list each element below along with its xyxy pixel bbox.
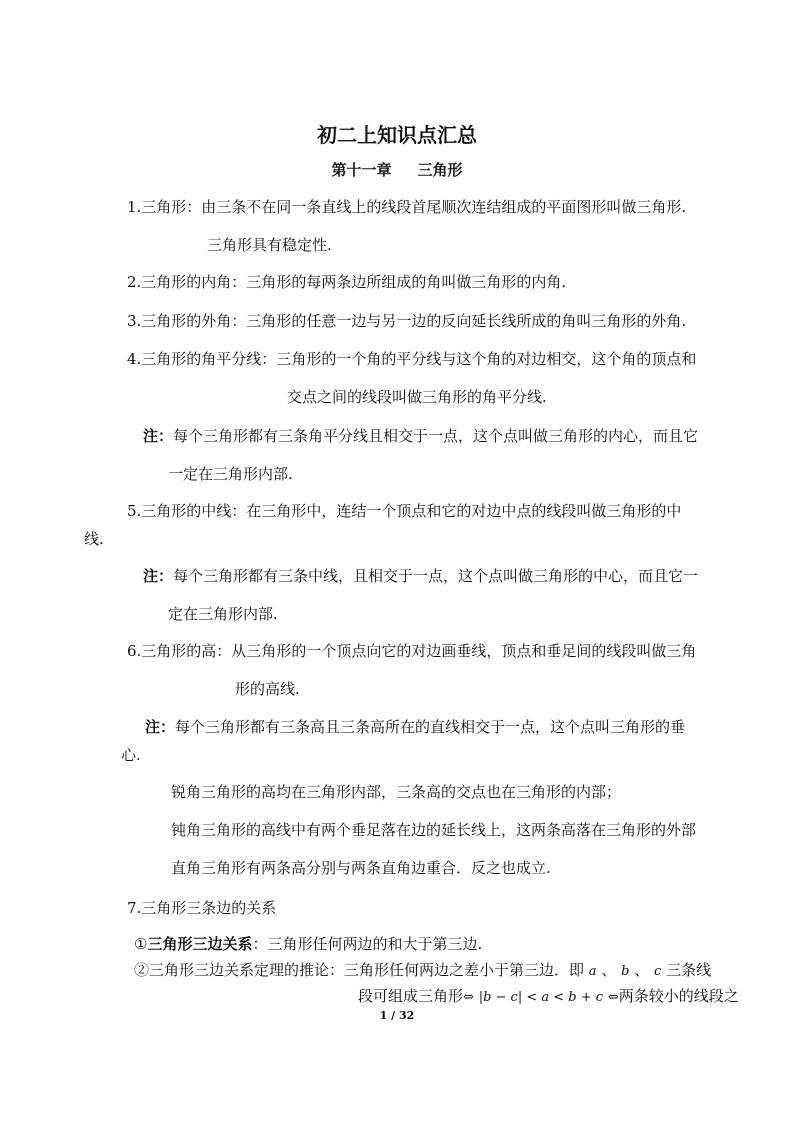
note-3-line-2: 心. — [121, 746, 141, 764]
right-triangle-note: 直角三角形有两条高分别与两条直角边重合．反之也成立. — [171, 859, 551, 877]
note-2-line-2: 定在三角形内部. — [168, 605, 278, 623]
item-5-line-1: 5.三角形的中线：在三角形中，连结一个顶点和它的对边中点的线段叫做三角形的中 — [127, 502, 682, 520]
acute-triangle-note: 锐角三角形的高均在三角形内部，三条高的交点也在三角形的内部； — [171, 783, 622, 801]
iff-symbol: ⇔ — [463, 990, 474, 1005]
relation-2-end: 三条线 — [666, 961, 712, 979]
note-2-line-1 — [143, 566, 698, 586]
page-number: 1 / 32 — [379, 1009, 415, 1022]
item-1-line-1: 1.三角形：由三条不在同一条直线上的线段首尾顺次连结组成的平面图形叫做三角形. — [127, 198, 687, 216]
var-c: c — [654, 964, 662, 979]
relation-2-text: ②三角形三边关系定理的推论：三角形任何两边之差小于第三边．即 — [134, 961, 585, 979]
separator: 、 — [601, 961, 617, 979]
relation-2-line-2 — [358, 986, 739, 1008]
note-text: 每个三角形都有三条高且三条高所在的直线相交于一点，这个点叫三角形的垂 — [175, 718, 686, 736]
chapter-number: 第十一章 — [331, 161, 392, 179]
relation-1 — [134, 934, 482, 954]
item-4-line-1: 4.三角形的角平分线：三角形的一个角的平分线与这个角的对边相交，这个角的顶点和 — [127, 350, 697, 368]
note-text: 每个三角形都有三条角平分线且相交于一点，这个点叫做三角形的内心，而且它 — [173, 427, 699, 445]
var-b: b — [621, 964, 630, 979]
item-1-line-2: 三角形具有稳定性. — [207, 236, 332, 254]
item-6-line-1: 6.三角形的高：从三角形的一个顶点向它的对边画垂线，顶点和垂足间的线段叫做三角 — [127, 642, 697, 660]
page-title: 初二上知识点汇总 — [317, 123, 477, 147]
note-label: 注： — [143, 427, 174, 445]
chapter-heading — [0, 160, 794, 180]
note-label: 注： — [145, 718, 176, 736]
obtuse-triangle-note: 钝角三角形的高线中有两个垂足落在边的延长线上，这两条高落在三角形的外部 — [171, 821, 697, 839]
item-4-line-2: 交点之间的线段叫做三角形的角平分线. — [287, 388, 547, 406]
item-7-heading: 7.三角形三条边的关系 — [127, 899, 277, 917]
circled-number: ① — [134, 935, 148, 953]
item-6-line-2: 形的高线. — [235, 680, 300, 698]
relation-2-tail: 两条较小的线段之 — [618, 987, 739, 1005]
separator: 、 — [634, 961, 650, 979]
item-5-line-2: 线. — [84, 530, 104, 548]
item-3: 3.三角形的外角：三角形的任意一边与另一边的反向延长线所成的角叫三角形的外角. — [127, 312, 687, 330]
note-text: 每个三角形都有三条中线，且相交于一点，这个点叫做三角形的中心，而且它一 — [173, 567, 699, 585]
item-2: 2.三角形的内角：三角形的每两条边所组成的角叫做三角形的内角. — [127, 273, 567, 291]
chapter-name: 三角形 — [417, 161, 463, 179]
inequality-formula: |b − c| < a < b + c — [478, 990, 604, 1005]
relation-2-start: 段可组成三角形 — [358, 987, 464, 1005]
note-1-line-1 — [143, 426, 698, 446]
var-a: a — [588, 964, 597, 979]
relation-1-term: 三角形三边关系 — [147, 935, 253, 953]
relation-2-line-1 — [134, 960, 711, 982]
note-3-line-1 — [145, 717, 685, 737]
iff-symbol: ⇔ — [607, 990, 619, 1005]
note-label: 注： — [143, 567, 174, 585]
note-1-line-2: 一定在三角形内部. — [168, 465, 293, 483]
relation-1-text: ：三角形任何两边的和大于第三边. — [252, 935, 483, 953]
